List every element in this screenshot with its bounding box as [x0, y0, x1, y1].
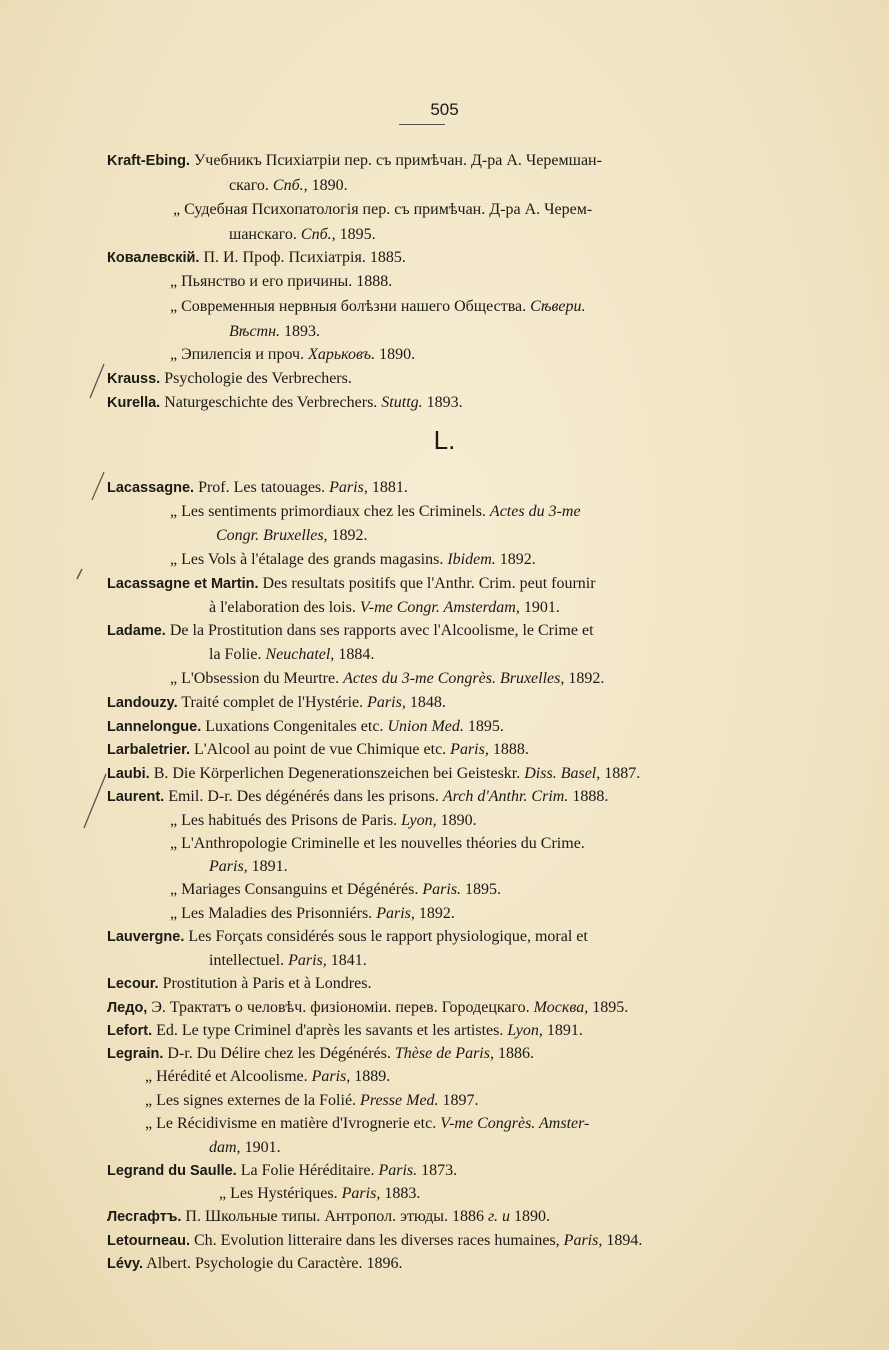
entry-author: Lecour.	[107, 976, 159, 992]
entry-author: Letourneau.	[107, 1233, 190, 1249]
entry-year: 1890.	[307, 177, 348, 194]
entry-author: Ladame.	[107, 623, 166, 639]
bibliography-line	[209, 951, 367, 971]
bibliography-line	[170, 880, 501, 900]
entry-author: Krauss.	[107, 371, 161, 387]
entry-text: La Folie Héréditaire.	[236, 1162, 379, 1179]
entry-author: Kurella.	[107, 395, 161, 411]
entry-place: Union Med.	[387, 718, 464, 735]
entry-place: Actes du 3-me	[489, 503, 581, 520]
entry-place: Paris,	[450, 741, 489, 758]
entry-author: Landouzy.	[107, 695, 178, 711]
entry-place: Paris.	[422, 881, 462, 898]
pencil-mark-lacassagne	[84, 466, 108, 510]
entry-text: „ L'Obsession du Meurtre.	[170, 670, 344, 687]
entry-year: 1893.	[422, 394, 463, 411]
entry-place: Paris,	[376, 905, 415, 922]
entry-author: Lauvergne.	[107, 929, 185, 945]
entry-year: 1895.	[335, 226, 376, 243]
entry-text: intellectuel.	[209, 952, 289, 969]
bibliography-line	[173, 200, 592, 220]
page-number-rule	[399, 124, 445, 125]
entry-author: Lacassagne et Martin.	[107, 576, 259, 592]
entry-year: 1901.	[519, 599, 560, 616]
entry-author: Lacassagne.	[107, 480, 195, 496]
entry-year: 1888.	[488, 741, 529, 758]
bibliography-line	[209, 857, 288, 877]
entry-year: 1884.	[334, 646, 375, 663]
entry-text: L'Alcool au point de vue Chimique etc.	[190, 741, 451, 758]
entry-year: 1892.	[495, 551, 536, 568]
entry-author: Lefort.	[107, 1023, 153, 1039]
bibliography-line	[107, 1207, 550, 1227]
bibliography-line	[107, 974, 371, 994]
bibliography-line	[219, 1184, 420, 1204]
entry-year: 1895.	[461, 881, 502, 898]
entry-author: Kraft-Ebing.	[107, 153, 190, 169]
bibliography-line	[216, 526, 368, 546]
entry-author: Larbaletrier.	[107, 742, 191, 758]
bibliography-line	[107, 621, 594, 641]
entry-place: Thèse de Paris,	[394, 1045, 494, 1062]
entry-year: 1892.	[564, 670, 605, 687]
bibliography-line	[107, 693, 446, 713]
entry-text: Albert. Psychologie du Caractère. 1896.	[143, 1255, 403, 1272]
page-number: 505	[430, 100, 459, 119]
entry-author: Laubi.	[107, 766, 150, 782]
bibliography-line	[107, 393, 463, 413]
entry-place: Presse Med.	[360, 1092, 439, 1109]
entry-author: Ковалевскій.	[107, 250, 200, 266]
bibliography-line	[107, 764, 640, 784]
entry-place: Ibidem.	[447, 551, 496, 568]
bibliography-line	[107, 740, 529, 760]
entry-text: скаго.	[229, 177, 273, 194]
entry-place: V-me Congr. Amsterdam,	[359, 599, 520, 616]
entry-place: Харьковъ.	[308, 346, 376, 363]
entry-text: „ Les signes externes de la Folié.	[145, 1092, 361, 1109]
entry-text: „ Пьянство и его причины. 1888.	[170, 273, 393, 290]
bibliography-line	[145, 1091, 479, 1111]
entry-place: Neuchatel,	[265, 646, 335, 663]
entry-text: „ Le Récidivisme en matière d'Ivrognerie etc.	[145, 1115, 441, 1132]
pencil-mark-martin	[72, 566, 88, 584]
entry-text: D-r. Du Délire chez les Dégénérés.	[163, 1045, 395, 1062]
bibliography-line	[107, 1044, 534, 1064]
entry-text: „ Les Maladies des Prisonniérs.	[170, 905, 377, 922]
entry-year: 1895.	[463, 718, 504, 735]
entry-year: 1886.	[493, 1045, 534, 1062]
entry-year: 1848.	[405, 694, 446, 711]
entry-place: Paris,	[288, 952, 327, 969]
bibliography-line	[229, 322, 320, 342]
entry-place: г. и	[487, 1208, 510, 1225]
entry-text: „ Les sentiments primordiaux chez les Criminels.	[170, 503, 490, 520]
bibliography-line	[170, 272, 392, 292]
entry-place: Actes du 3-me Congrès. Bruxelles,	[343, 670, 565, 687]
entry-year: 1873.	[417, 1162, 458, 1179]
entry-text: „ Современныя нервныя болѣзни нашего Общества.	[170, 298, 531, 315]
entry-year: 1892.	[414, 905, 455, 922]
entry-text: „ Судебная Психопатологія пер. съ примѣчан. Д-ра А. Черем-	[173, 201, 593, 218]
entry-place: Спб.,	[272, 177, 308, 194]
letter-heading: L.	[433, 425, 456, 455]
entry-place: Вѣстн.	[229, 323, 281, 340]
entry-place: Congr. Bruxelles,	[216, 527, 328, 544]
entry-text: Traité complet de l'Hystérie.	[177, 694, 368, 711]
entry-text: шанскаго.	[229, 226, 301, 243]
entry-text: Э. Трактатъ о человѣч. физіономіи. перев. Городецкаго.	[147, 999, 534, 1016]
entry-text: Ch. Evolution litteraire dans les diverses races humaines,	[189, 1232, 564, 1249]
entry-year: 1841.	[326, 952, 367, 969]
bibliography-line	[229, 225, 376, 245]
entry-author: Lannelongue.	[107, 719, 202, 735]
entry-author: Laurent.	[107, 789, 165, 805]
bibliography-line	[145, 1114, 589, 1134]
entry-place: Спб.,	[300, 226, 336, 243]
bibliography-line	[107, 478, 408, 498]
bibliography-line	[107, 1161, 457, 1181]
entry-place: Stuttg.	[381, 394, 423, 411]
pencil-mark-laurent	[80, 770, 110, 832]
entry-year: 1891.	[542, 1022, 583, 1039]
bibliography-line	[170, 502, 581, 522]
entry-year: 1895.	[588, 999, 629, 1016]
entry-text: „ Les habitués des Prisons de Paris.	[170, 812, 402, 829]
entry-year: 1892.	[327, 527, 368, 544]
entry-place: V-me Congrès. Amster-	[440, 1115, 590, 1132]
entry-year: 1894.	[602, 1232, 643, 1249]
entry-text: Des resultats positifs que l'Anthr. Crim. peut fournir	[258, 575, 596, 592]
bibliography-line	[229, 176, 348, 196]
entry-text: Naturgeschichte des Verbrechers.	[160, 394, 382, 411]
bibliography-line	[107, 717, 504, 737]
entry-place: dam,	[209, 1139, 241, 1156]
bibliography-line	[107, 1021, 583, 1041]
entry-author: Legrain.	[107, 1046, 164, 1062]
entry-text: Luxations Congenitales etc.	[201, 718, 388, 735]
entry-place: Paris,	[311, 1068, 351, 1085]
entry-year: 1893.	[280, 323, 321, 340]
entry-place: Paris,	[367, 694, 406, 711]
entry-text: „ Les Hystériques.	[219, 1185, 342, 1202]
bibliography-line	[107, 369, 352, 389]
bibliography-line	[170, 904, 455, 924]
entry-place: Arch d'Anthr. Crim.	[442, 788, 569, 805]
entry-text: Les Forçats considérés sous le rapport physiologique, moral et	[184, 928, 588, 945]
entry-text: Ed. Le type Criminel d'après les savants et les artistes.	[152, 1022, 508, 1039]
bibliography-line	[170, 669, 604, 689]
entry-text: De la Prostitution dans ses rapports avec l'Alcoolisme, le Crime et	[165, 622, 594, 639]
entry-year: 1901.	[240, 1139, 281, 1156]
bibliography-line	[170, 834, 585, 854]
bibliography-line	[107, 151, 602, 171]
entry-place: Lyon,	[401, 812, 437, 829]
entry-text: „ L'Anthropologie Criminelle et les nouvelles théories du Crime.	[170, 835, 585, 852]
entry-text: B. Die Körperlichen Degenerationszeichen bei Geisteskr.	[149, 765, 525, 782]
bibliography-line	[107, 787, 608, 807]
entry-year: 1897.	[438, 1092, 479, 1109]
entry-place: Paris,	[329, 479, 368, 496]
entry-place: Paris,	[563, 1232, 603, 1249]
bibliography-line	[170, 550, 536, 570]
entry-year: 1887.	[600, 765, 641, 782]
entry-place: Lyon,	[507, 1022, 543, 1039]
entry-author: Ледо,	[107, 1000, 148, 1016]
entry-text: Emil. D-r. Des dégénérés dans les prisons.	[164, 788, 443, 805]
entry-text: „ Hérédité et Alcoolisme.	[145, 1068, 312, 1085]
bibliography-line	[107, 574, 596, 594]
entry-text: „ Les Vols à l'étalage des grands magasins.	[170, 551, 448, 568]
pencil-mark-krauss	[84, 360, 108, 404]
entry-place: Paris.	[378, 1162, 418, 1179]
bibliography-line	[145, 1067, 390, 1087]
entry-place: Москва,	[533, 999, 589, 1016]
bibliography-line	[209, 598, 560, 618]
entry-place: Diss. Basel,	[524, 765, 601, 782]
bibliography-line	[209, 1138, 281, 1158]
entry-text: Учебникъ Психіатріи пер. съ примѣчан. Д-ра А. Черемшан-	[189, 152, 602, 169]
bibliography-line	[170, 811, 477, 831]
entry-year: 1891.	[247, 858, 288, 875]
entry-author: Lévy.	[107, 1256, 144, 1272]
entry-place: Paris,	[209, 858, 248, 875]
entry-year: 1889.	[350, 1068, 391, 1085]
entry-author: Лесгафтъ.	[107, 1209, 182, 1225]
entry-text: Prof. Les tatouages.	[194, 479, 330, 496]
entry-text: П. И. Проф. Психіатрія. 1885.	[199, 249, 406, 266]
entry-text: „ Mariages Consanguins et Dégénérés.	[170, 881, 423, 898]
entry-place: Сѣвери.	[530, 298, 586, 315]
bibliography-line	[107, 248, 406, 268]
entry-year: 1881.	[367, 479, 408, 496]
bibliography-line	[170, 345, 415, 365]
entry-year: 1890.	[510, 1208, 550, 1225]
entry-year: 1890.	[375, 346, 416, 363]
entry-year: 1890.	[436, 812, 477, 829]
entry-year: 1883.	[380, 1185, 421, 1202]
entry-text: „ Эпилепсія и проч.	[170, 346, 309, 363]
bibliography-line	[107, 1254, 403, 1274]
entry-text: Psychologie des Verbrechers.	[160, 370, 352, 387]
entry-place: Paris,	[341, 1185, 381, 1202]
entry-text: Prostitution à Paris et à Londres.	[158, 975, 372, 992]
bibliography-line	[107, 927, 588, 947]
bibliography-line	[170, 297, 586, 317]
entry-text: la Folie.	[209, 646, 266, 663]
entry-text: П. Школьные типы. Антропол. этюды. 1886	[181, 1208, 488, 1225]
bibliography-line	[107, 998, 628, 1018]
bibliography-line	[107, 1231, 642, 1251]
bibliography-line	[209, 645, 374, 665]
entry-text: à l'elaboration des lois.	[209, 599, 360, 616]
entry-author: Legrand du Saulle.	[107, 1163, 237, 1179]
entry-year: 1888.	[568, 788, 609, 805]
